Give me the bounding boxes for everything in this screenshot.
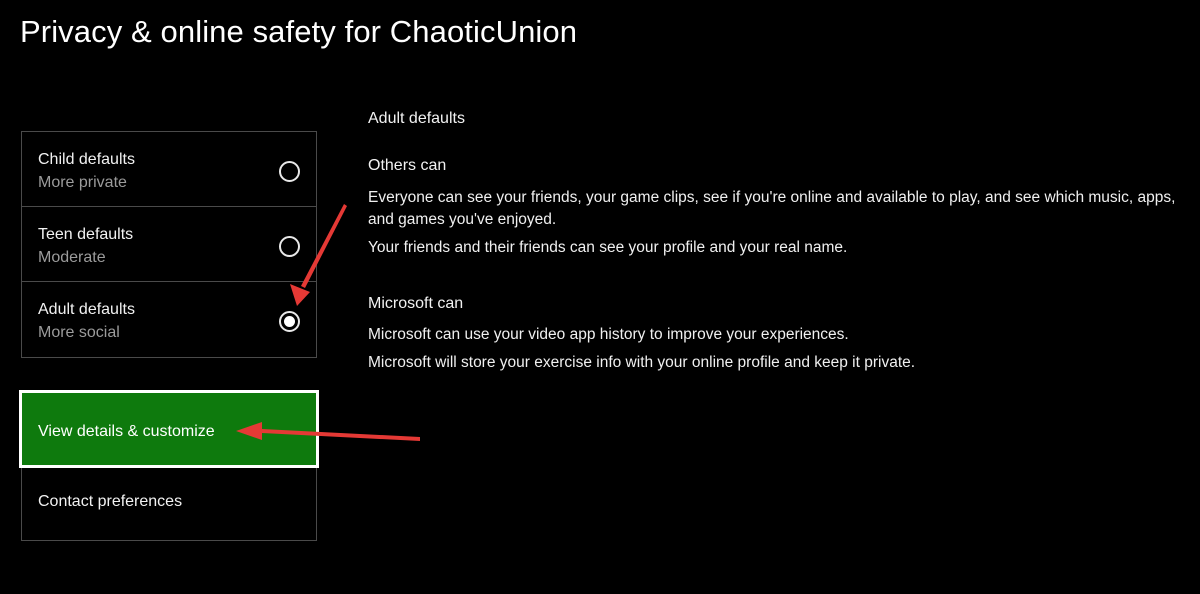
view-details-customize-button[interactable] (19, 390, 319, 468)
microsoft-can-line: Microsoft can use your video app history to improve your experiences. (368, 326, 849, 343)
action-list (21, 390, 317, 541)
option-child-defaults[interactable] (22, 132, 316, 207)
page-title: Privacy & online safety for ChaoticUnion (20, 14, 578, 49)
details-heading: Adult defaults (368, 110, 465, 127)
details-panel (368, 108, 1188, 374)
option-title: Teen defaults (38, 226, 134, 243)
radio-unchecked-icon[interactable] (279, 236, 300, 257)
microsoft-can-heading: Microsoft can (368, 295, 464, 312)
option-teen-defaults[interactable] (22, 207, 316, 282)
customize-button-label: View details & customize (38, 423, 215, 440)
option-title: Adult defaults (38, 301, 135, 318)
contact-preferences-button[interactable] (21, 468, 317, 541)
microsoft-can-line: Microsoft will store your exercise info with your online profile and keep it private. (368, 354, 916, 371)
option-subtitle: More social (38, 324, 120, 341)
others-can-line: Your friends and their friends can see your profile and your real name. (368, 239, 848, 256)
contact-preferences-label: Contact preferences (38, 493, 183, 510)
others-can-line: Everyone can see your friends, your game clips, see if you're online and available to play, and see which music, apps, and games you've enjoyed. (368, 189, 1176, 228)
option-subtitle: More private (38, 174, 127, 191)
privacy-options-list (21, 131, 317, 358)
others-can-heading: Others can (368, 157, 447, 174)
radio-unchecked-icon[interactable] (279, 161, 300, 182)
option-subtitle: Moderate (38, 249, 106, 266)
option-adult-defaults[interactable] (22, 282, 316, 357)
radio-checked-icon[interactable] (279, 311, 300, 332)
option-title: Child defaults (38, 151, 135, 168)
